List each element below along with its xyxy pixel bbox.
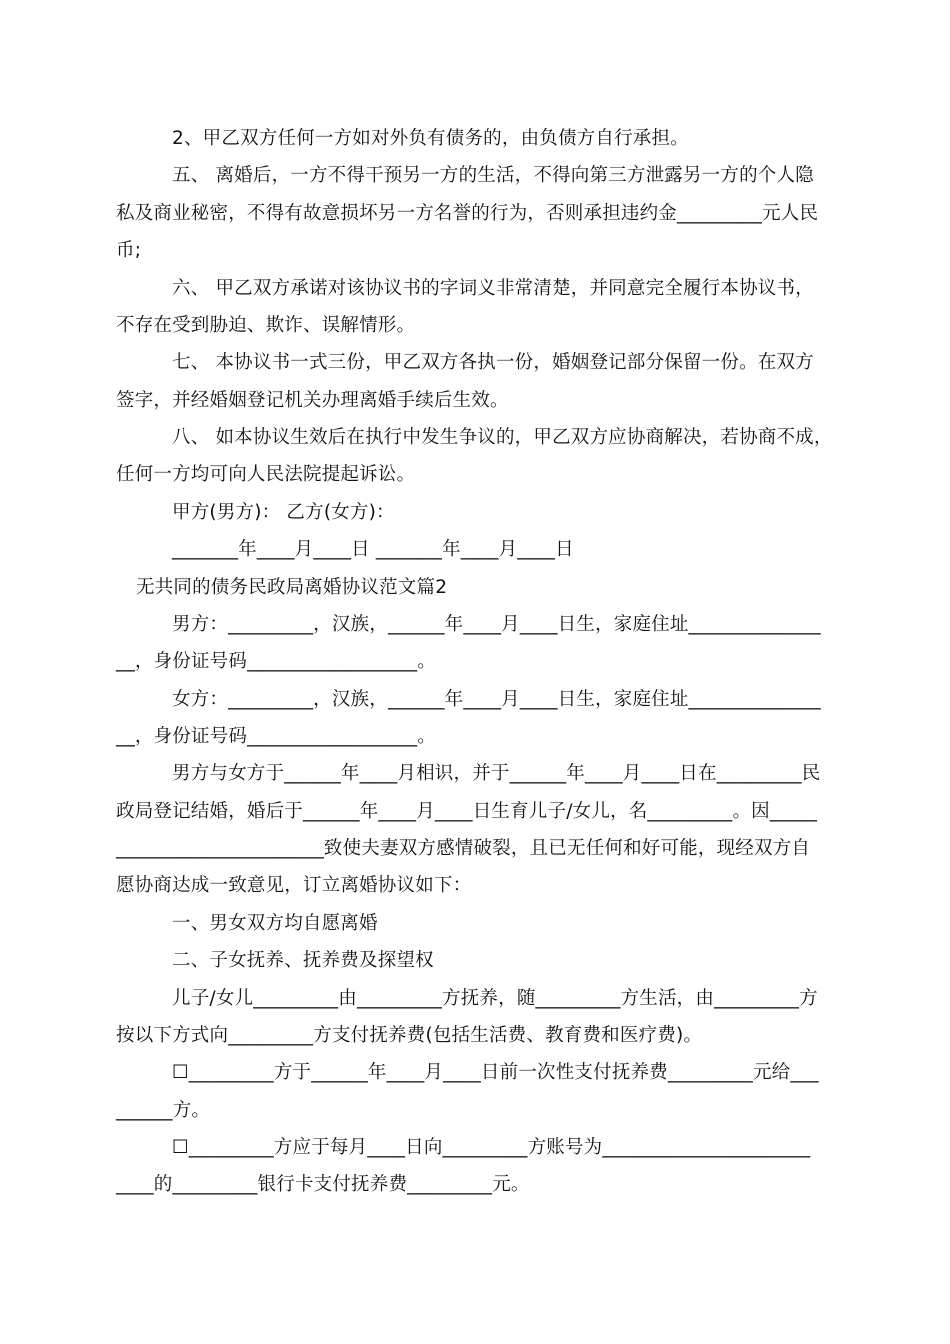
option-monthly-line-1: ☐_________方应于每月____日向_________方账号为______________________: [172, 1137, 811, 1158]
clause-5-line-2: 私及商业秘密，不得有故意损坏另一方名誉的行为，否则承担违约金_________元人民: [116, 203, 819, 224]
option-lump-sum-line-2: ______方。: [116, 1100, 211, 1121]
option-monthly-line-2: ____的_________银行卡支付抚养费_________元。: [116, 1174, 530, 1195]
option-lump-sum-line-1: ☐_________方于______年____月____日前一次性支付抚养费_________元给___: [172, 1062, 819, 1083]
custody-line-2: 按以下方式向_________方支付抚养费(包括生活费、教育费和医疗费)。: [116, 1025, 703, 1046]
male-party-line-1: 男方：_________，汉族，______年____月____日生，家庭住址______________: [172, 614, 821, 635]
female-party-line-1: 女方：_________，汉族，______年____月____日生，家庭住址______________: [172, 689, 821, 710]
clause-7-line-1: 七、 本协议书一式三份，甲乙双方各执一份，婚姻登记部分保留一份。在双方: [172, 352, 814, 373]
background-line-3: ______________________致使夫妻双方感情破裂，且已无任何和好可能，现经双方自: [116, 838, 811, 859]
male-party-line-2: __，身份证号码__________________。: [116, 651, 436, 672]
clause-5-line-1: 五、 离婚后，一方不得干预另一方的生活，不得向第三方泄露另一方的个人隐: [172, 165, 814, 186]
clause-6-line-1: 六、 甲乙双方承诺对该协议书的字词义非常清楚，并同意完全履行本协议书，: [172, 278, 814, 299]
article-1: 一、男女双方均自愿离婚: [172, 913, 378, 934]
clause-8-line-2: 任何一方均可向人民法院提起诉讼。: [116, 464, 416, 485]
background-line-1: 男方与女方于______年____月相识，并于______年____月____日在_________民: [172, 763, 821, 784]
clause-6-line-2: 不存在受到胁迫、欺诈、误解情形。: [116, 315, 416, 336]
signature-parties: 甲方(男方)： 乙方(女方)：: [172, 502, 395, 523]
background-line-4: 愿协商达成一致意见，订立离婚协议如下：: [116, 875, 472, 896]
article-2: 二、子女抚养、抚养费及探望权: [172, 950, 434, 971]
clause-5-line-3: 币;: [116, 240, 142, 261]
signature-dates: _______年____月____日 _______年____月____日: [172, 539, 574, 560]
clause-4-item-2: 2、甲乙双方任何一方如对外负有债务的，由负债方自行承担。: [172, 128, 689, 149]
clause-8-line-1: 八、 如本协议生效后在执行中发生争议的，甲乙双方应协商解决，若协商不成，: [172, 427, 833, 448]
clause-7-line-2: 签字，并经婚姻登记机关办理离婚手续后生效。: [116, 390, 509, 411]
section-heading: 无共同的债务民政局离婚协议范文篇2: [136, 577, 448, 598]
female-party-line-2: __，身份证号码__________________。: [116, 726, 436, 747]
background-line-2: 政局登记结婚，婚后于______年____月____日生育儿子/女儿，名_________。因_____: [116, 801, 818, 822]
custody-line-1: 儿子/女儿_________由_________方抚养，随_________方生活，由_________方: [172, 988, 818, 1009]
